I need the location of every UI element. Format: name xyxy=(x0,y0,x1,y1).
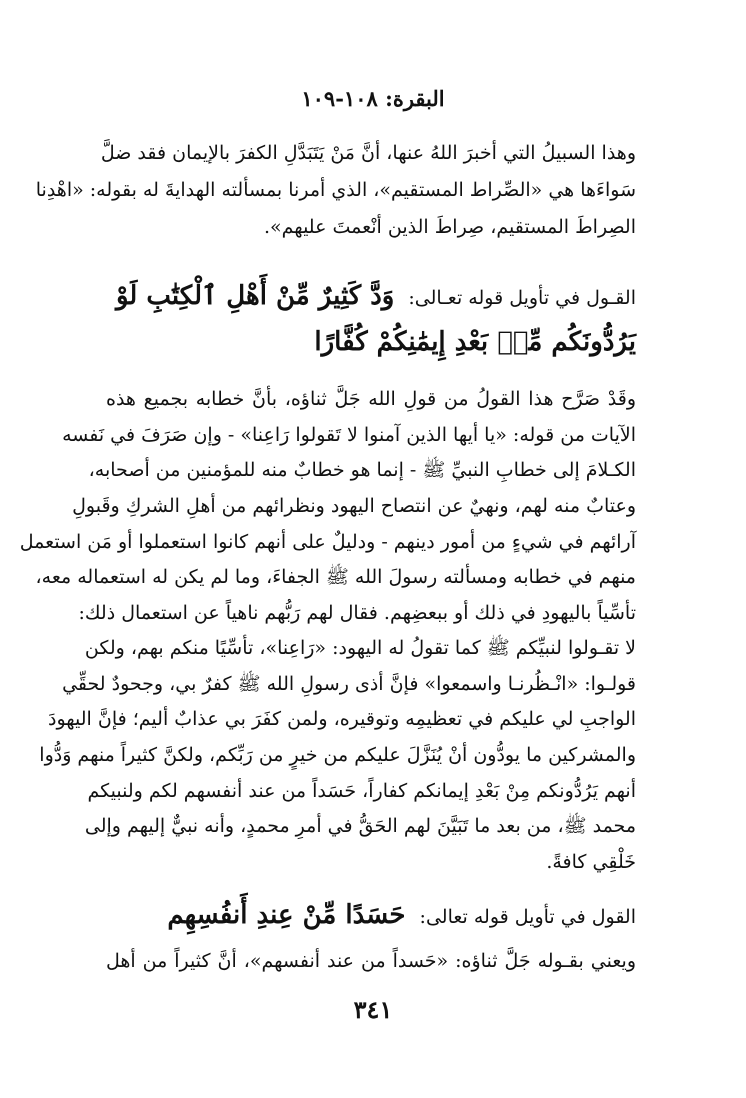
para1-line-3: الصِراطَ المستقيم، صِراطَ الذين أنْعمتَ عليهم». xyxy=(264,216,636,238)
para2-line-1: وقَدْ صَرَّح هذا القولُ من قولِ الله جَلَّ ثناؤه، بأنَّ خطابه بجميع هذه xyxy=(106,388,636,410)
para2-line-13: محمد ﷺ، من بعد ما تَبَيَّنَ لهم الحَقُّ في أمرِ محمدٍ، وأنه نبيٌّ إليهم وإلى xyxy=(84,815,636,837)
heading1-verse-part1: وَدَّ كَثِيرٌ مِّنْ أَهْلِ ٱلْكِتَٰبِ لَوْ xyxy=(115,281,395,311)
para3-line-1: ويعني بقـوله جَلَّ ثناؤه: «حَسداً من عند أنفسهم»، أنَّ كثيراً من أهل xyxy=(106,950,636,972)
running-header: البقرة: ١٠٨-١٠٩ xyxy=(301,86,445,111)
para1-line-2: سَواءَها هي «الصِّراط المستقيم»، الذي أمرنا بمسألته الهدايةَ له بقوله: «اهْدِنا xyxy=(35,179,636,201)
para2-line-6: منهم في خطابه ومسألته رسولَ الله ﷺ الجفاءَ، وما لم يكن له استعماله معه، xyxy=(35,566,636,588)
para2-line-4: وعتابٌ منه لهم، ونهيٌ عن انتصاح اليهود ونظرائهم من أهلِ الشركِ وقَبولِ xyxy=(72,495,636,517)
para2-line-10: الواجبِ لي عليكم في تعظيمِه وتوقيره، ولمن كفَرَ بي عذابٌ أليم؛ فإنَّ اليهودَ xyxy=(48,708,636,730)
heading1-line-1 xyxy=(106,276,636,316)
para2-line-8: لا تقـولوا لنبيِّكم ﷺ كما تقولُ له اليهود: «رَاعِنا»، تأسِّيًا منكم بهم، ولكن xyxy=(84,637,636,659)
para2-line-14: خَلْقِي كافةً. xyxy=(546,851,636,873)
para2-line-7: تأسِّياً باليهودِ في ذلك أو ببعضِهم. فقال لهم رَبُّهم ناهياً عن استعمال ذلك: xyxy=(78,602,636,624)
para2-line-9: قولـوا: «انْـظُرنـا واسمعوا» فإنَّ أذى رسولِ الله ﷺ كفرٌ بي، وجحودٌ لحقِّي xyxy=(62,673,636,695)
heading2-prefix: القول في تأويل قوله تعالى: xyxy=(419,906,636,928)
para2-line-11: والمشركين ما يودُّون أنْ يُنَزَّلَ عليكم من خيرٍ من رَبِّكم، ولكنَّ كثيراً منهم وَدُّوا xyxy=(39,744,636,766)
para1-line-1: وهذا السبيلُ التي أخبرَ اللهُ عنها، أنَّ مَنْ يَتَبَدَّلِ الكفرَ بالإيمان فقد ضلَّ xyxy=(100,142,636,164)
heading1-verse-part2: يَرُدُّونَكُم مِّنۢ بَعْدِ إِيمَٰنِكُمْ كُفَّارًا xyxy=(314,327,636,357)
para2-line-12: أنهم يَرُدُّونكم مِنْ بَعْدِ إيمانكم كفاراً، حَسَداً من عند أنفسهم لكم ولنبيكم xyxy=(87,780,636,802)
para2-line-5: آرائهم في شيءٍ من أمور دينهم - ودليلٌ على أنهم كانوا استعملوا أو مَن استعمل xyxy=(19,531,636,553)
heading2-verse: حَسَدًا مِّنْ عِندِ أَنفُسِهِم xyxy=(167,900,406,930)
heading2-line xyxy=(106,895,636,935)
page-number: ٣٤١ xyxy=(353,995,393,1024)
heading1-line-2 xyxy=(106,322,636,362)
para2-line-3: الكـلامَ إلى خطابِ النبيِّ ﷺ - إنما هو خطابٌ منه للمؤمنين من أصحابه، xyxy=(88,459,636,481)
heading1-prefix: القـول في تأويل قوله تعـالى: xyxy=(408,287,636,309)
para2-line-2: الآيات من قوله: «يا أيها الذين آمنوا لا تَقولوا رَاعِنا» - وإن صَرَفَ في نَفسه xyxy=(62,424,636,446)
